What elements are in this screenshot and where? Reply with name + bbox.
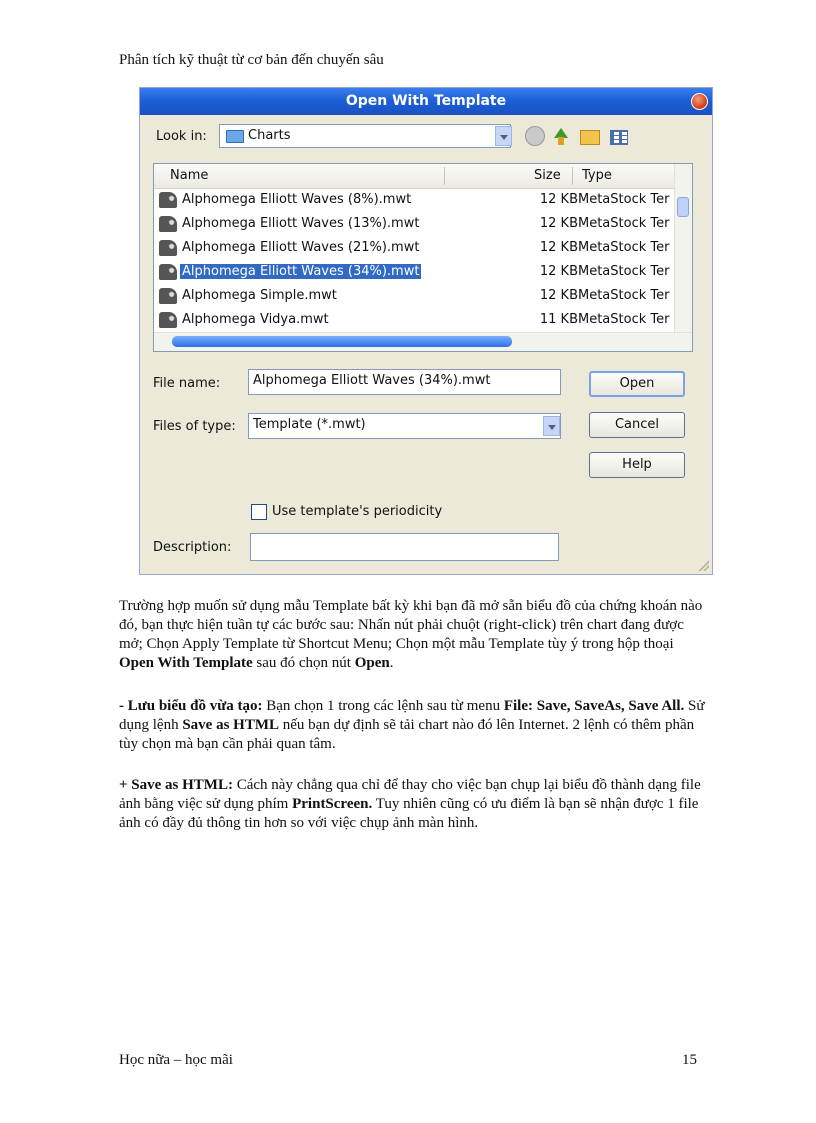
file-size: 11 KB bbox=[539, 312, 578, 327]
paragraph-save-as-html: + Save as HTML: Cách này chẳng qua chỉ để thay cho việc bạn chụp lại biểu đồ thành dạng file ảnh bằng việc sử dụng phím PrintScreen. Tuy nhiên cũng có ưu điểm là bạn sẽ nhận được 1 file ảnh có đầy đủ thông tin hơn so với việc chụp ảnh màn hình. bbox=[119, 777, 701, 831]
paragraph-save-chart: - Lưu biểu đồ vừa tạo: Bạn chọn 1 trong các lệnh sau từ menu File: Save, SaveAs, Save All. Sử dụng lệnh Save as HTML nếu bạn dự định sẽ tải chart nào đó lên Internet. 2 lệnh có thêm phần tùy chọn mà bạn cần phải quan tâm. bbox=[119, 698, 705, 752]
cancel-button[interactable]: Cancel bbox=[589, 412, 685, 438]
file-list-header bbox=[154, 164, 676, 189]
file-size: 12 KB bbox=[539, 240, 578, 255]
look-in-label: Look in: bbox=[156, 129, 207, 144]
resize-grip-icon[interactable] bbox=[697, 559, 709, 571]
file-type: MetaStock Ter bbox=[578, 264, 670, 279]
help-button[interactable]: Help bbox=[589, 452, 685, 478]
template-file-icon bbox=[159, 288, 177, 304]
file-type: MetaStock Ter bbox=[578, 312, 670, 327]
file-name: Alphomega Elliott Waves (21%).mwt bbox=[182, 240, 420, 255]
file-type: MetaStock Ter bbox=[578, 216, 670, 231]
horizontal-scrollbar[interactable] bbox=[154, 332, 692, 351]
file-name-input[interactable]: Alphomega Elliott Waves (34%).mwt bbox=[248, 369, 561, 395]
column-type[interactable]: Type bbox=[582, 168, 612, 183]
file-name: Alphomega Elliott Waves (34%).mwt bbox=[182, 264, 420, 279]
template-file-icon bbox=[159, 312, 177, 328]
periodicity-label[interactable]: Use template's periodicity bbox=[272, 504, 443, 519]
template-file-icon bbox=[159, 192, 177, 208]
file-name: Alphomega Elliott Waves (13%).mwt bbox=[182, 216, 420, 231]
page-header: Phân tích kỹ thuật từ cơ bản đến chuyến sâu bbox=[119, 52, 384, 68]
template-file-icon bbox=[159, 264, 177, 280]
open-with-template-dialog bbox=[139, 87, 713, 575]
template-file-icon bbox=[159, 216, 177, 232]
column-name[interactable]: Name bbox=[170, 168, 209, 183]
template-file-icon bbox=[159, 240, 177, 256]
file-list[interactable] bbox=[153, 163, 693, 352]
file-size: 12 KB bbox=[539, 288, 578, 303]
look-in-value: Charts bbox=[248, 128, 291, 143]
periodicity-checkbox[interactable] bbox=[251, 504, 267, 520]
file-size: 12 KB bbox=[539, 192, 578, 207]
file-size: 12 KB bbox=[539, 216, 578, 231]
page-number: 15 bbox=[682, 1052, 697, 1068]
look-in-dropdown[interactable] bbox=[219, 124, 511, 148]
file-row[interactable] bbox=[154, 237, 676, 259]
paragraph-apply-template: Trường hợp muốn sử dụng mẫu Template bất kỳ khi bạn đã mở sẵn biểu đồ của chứng khoán nào đó, bạn thực hiện tuần tự các bước sau: Nhấn nút phải chuột (right-click) trên chart đang được mở; Chọn Apply Template từ Shortcut Menu; Chọn một mẫu Template tùy ý trong hộp thoại Open With Template sau đó chọn nút Open. bbox=[119, 598, 703, 671]
file-row[interactable] bbox=[154, 285, 676, 307]
new-folder-icon[interactable] bbox=[580, 130, 600, 145]
files-of-type-label: Files of type: bbox=[153, 419, 236, 434]
file-row[interactable] bbox=[154, 261, 676, 283]
file-type: MetaStock Ter bbox=[578, 192, 670, 207]
view-menu-icon[interactable] bbox=[610, 130, 628, 145]
footer-slogan: Học nữa – học mãi bbox=[119, 1052, 233, 1068]
open-button[interactable]: Open bbox=[589, 371, 685, 397]
file-name-label: File name: bbox=[153, 376, 221, 391]
up-folder-icon[interactable] bbox=[551, 126, 571, 146]
description-label: Description: bbox=[153, 540, 232, 555]
file-type: MetaStock Ter bbox=[578, 288, 670, 303]
close-icon[interactable] bbox=[691, 93, 708, 110]
file-row[interactable] bbox=[154, 309, 676, 331]
look-in-dropdown-arrow-icon[interactable] bbox=[495, 126, 512, 146]
file-name: Alphomega Simple.mwt bbox=[182, 288, 337, 303]
files-of-type-arrow-icon[interactable] bbox=[543, 416, 560, 436]
vertical-scrollbar[interactable] bbox=[674, 164, 692, 332]
file-name: Alphomega Elliott Waves (8%).mwt bbox=[182, 192, 412, 207]
dialog-title: Open With Template bbox=[140, 88, 712, 115]
file-name: Alphomega Vidya.mwt bbox=[182, 312, 329, 327]
folder-icon bbox=[226, 130, 244, 143]
file-row[interactable] bbox=[154, 213, 676, 235]
file-type: MetaStock Ter bbox=[578, 240, 670, 255]
files-of-type-select[interactable]: Template (*.mwt) bbox=[248, 413, 561, 439]
description-field bbox=[250, 533, 559, 561]
file-row[interactable] bbox=[154, 189, 676, 211]
back-icon[interactable] bbox=[525, 126, 545, 146]
column-size[interactable]: Size bbox=[534, 168, 561, 183]
file-size: 12 KB bbox=[539, 264, 578, 279]
